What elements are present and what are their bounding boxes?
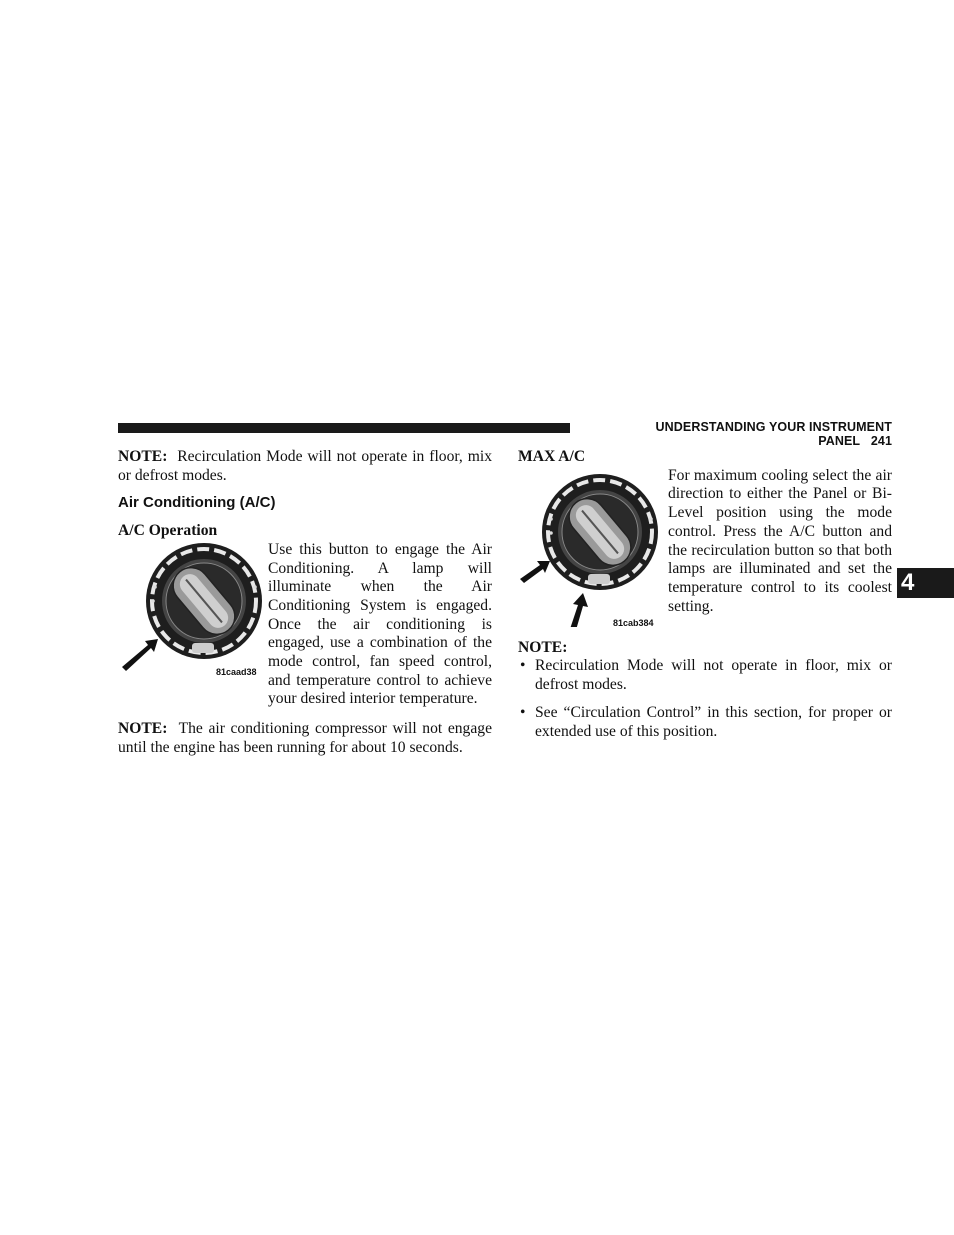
ac-operation-text: Use this button to engage the Air Conditioning. A lamp will illuminate when the Air Conditioning System is engaged. Once the air conditioning is engaged, use a combination of the mode control, fan speed control, and temperature control to achieve your desired interior temperature.: [268, 540, 492, 708]
max-ac-block: [518, 467, 892, 627]
header-section-title: UNDERSTANDING YOUR INSTRUMENT PANEL: [655, 420, 892, 448]
chapter-tab: 4: [897, 568, 954, 598]
note-label: NOTE:: [118, 719, 168, 737]
note-label: NOTE:: [518, 638, 568, 656]
right-column: [518, 448, 892, 750]
max-ac-knob-figure: [518, 467, 668, 627]
left-column: [118, 448, 492, 757]
note-max-ac: [518, 639, 892, 742]
list-item: • Recirculation Mode will not operate in floor, mix or defrost modes.: [518, 657, 892, 694]
note-recirculation: [118, 448, 492, 485]
note-label: NOTE:: [118, 448, 168, 465]
note-text: The air conditioning compressor will not engage until the engine has been running for about 10 seconds.: [118, 719, 492, 756]
ac-operation-block: [118, 541, 492, 711]
subhead-max-ac: MAX A/C: [518, 448, 586, 465]
subhead-ac-operation: A/C Operation: [118, 522, 218, 540]
figure-id-label: 81cab384: [613, 617, 654, 628]
section-title-air-conditioning: Air Conditioning (A/C): [118, 494, 276, 512]
header-rule: [118, 423, 570, 433]
note-bullet-list: [518, 657, 892, 741]
figure-id-label: 81caad38: [216, 666, 257, 677]
running-header: [580, 420, 892, 448]
hvac-knob-illustration: [518, 467, 668, 627]
max-ac-text: For maximum cooling select the air direction to either the Panel or Bi-Level position using the mode control. Press the A/C button and the recirculation button so that both lamps are illuminated and set the temperature control to its coolest setting.: [668, 466, 892, 615]
list-item: • See “Circulation Control” in this section, for proper or extended use of this position.: [518, 704, 892, 741]
hvac-knob-illustration: [118, 541, 268, 711]
ac-control-knob-figure: [118, 541, 268, 711]
page-number: 241: [870, 434, 892, 448]
note-compressor: [118, 720, 492, 757]
note-text: Recirculation Mode will not operate in floor, mix or defrost modes.: [118, 448, 493, 484]
